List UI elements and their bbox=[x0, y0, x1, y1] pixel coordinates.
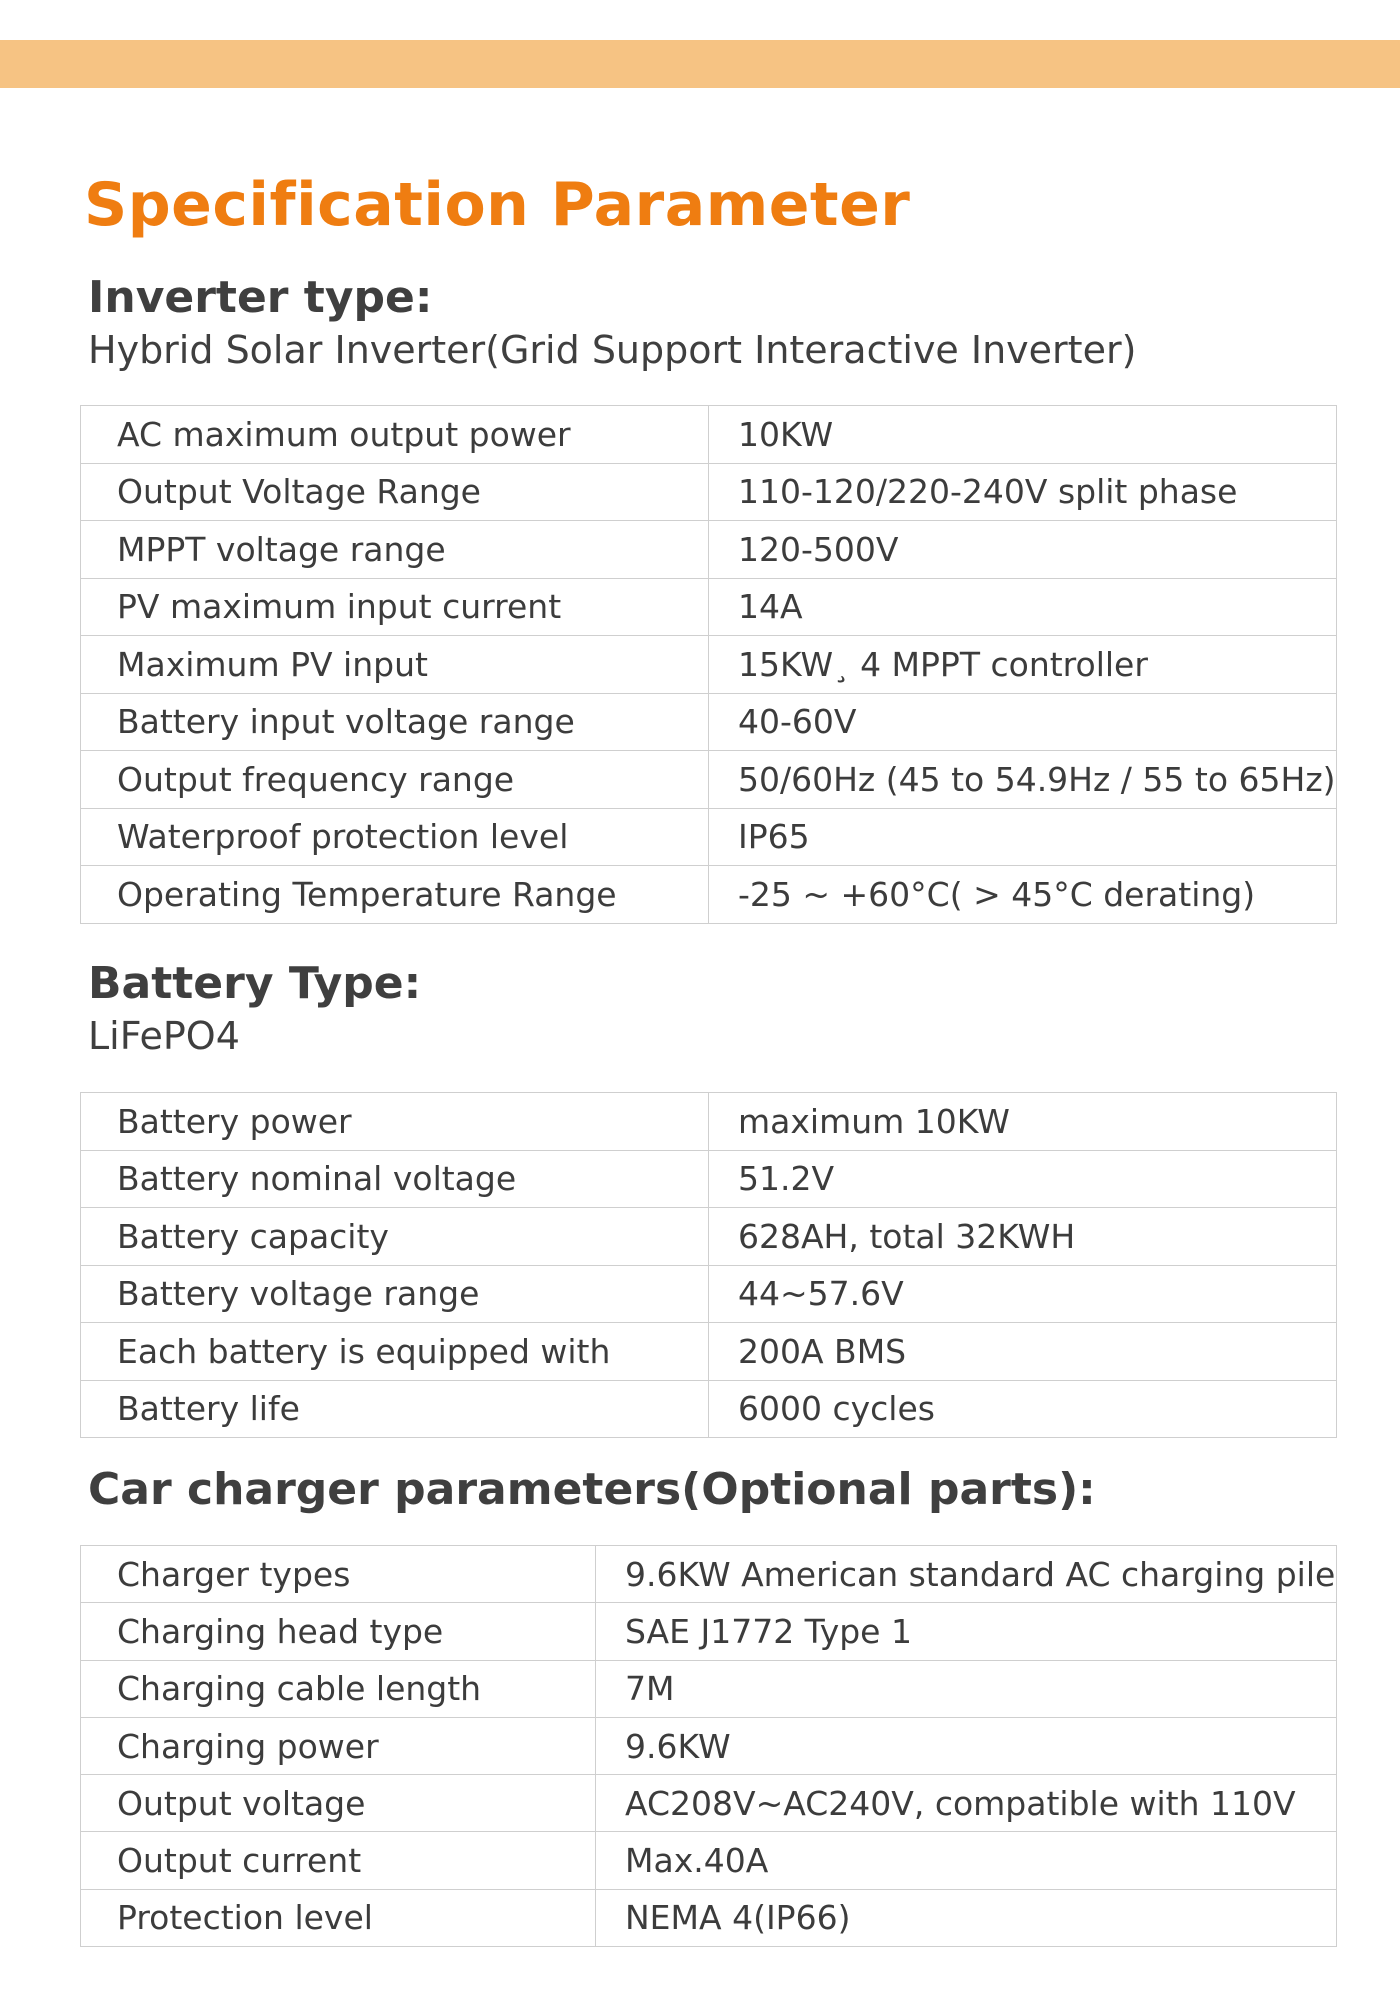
spec-label: Output Voltage Range bbox=[81, 463, 709, 521]
table-row bbox=[81, 866, 1337, 924]
spec-label: Output frequency range bbox=[81, 751, 709, 809]
spec-label: Protection level bbox=[81, 1889, 596, 1946]
spec-value: -25 ~ +60°C( > 45°C derating) bbox=[709, 866, 1337, 924]
table-row bbox=[81, 1660, 1337, 1717]
car-charger-heading: Car charger parameters(Optional parts): bbox=[88, 1464, 1096, 1515]
table-row bbox=[81, 1832, 1337, 1889]
spec-label: Operating Temperature Range bbox=[81, 866, 709, 924]
table-row bbox=[81, 1208, 1337, 1266]
spec-label: Output voltage bbox=[81, 1775, 596, 1832]
table-row bbox=[81, 1889, 1337, 1946]
spec-label: Battery input voltage range bbox=[81, 693, 709, 751]
car-charger-spec-table bbox=[80, 1545, 1337, 1947]
spec-label: Charging power bbox=[81, 1717, 596, 1774]
spec-value: 51.2V bbox=[709, 1150, 1337, 1208]
spec-value: 15KW¸ 4 MPPT controller bbox=[709, 636, 1337, 694]
table-row bbox=[81, 636, 1337, 694]
spec-value: AC208V~AC240V, compatible with 110V bbox=[596, 1775, 1337, 1832]
spec-label: PV maximum input current bbox=[81, 578, 709, 636]
table-row bbox=[81, 1150, 1337, 1208]
table-row bbox=[81, 1603, 1337, 1660]
spec-value: 9.6KW bbox=[596, 1717, 1337, 1774]
spec-value: 10KW bbox=[709, 406, 1337, 464]
table-row bbox=[81, 1093, 1337, 1151]
spec-label: AC maximum output power bbox=[81, 406, 709, 464]
spec-label: Battery power bbox=[81, 1093, 709, 1151]
spec-value: 200A BMS bbox=[709, 1323, 1337, 1381]
spec-label: Battery voltage range bbox=[81, 1265, 709, 1323]
spec-label: Battery life bbox=[81, 1380, 709, 1438]
spec-value: 44~57.6V bbox=[709, 1265, 1337, 1323]
spec-value: 6000 cycles bbox=[709, 1380, 1337, 1438]
inverter-subtitle: Hybrid Solar Inverter(Grid Support Interactive Inverter) bbox=[88, 328, 1137, 372]
spec-value: SAE J1772 Type 1 bbox=[596, 1603, 1337, 1660]
table-row bbox=[81, 406, 1337, 464]
table-row bbox=[81, 521, 1337, 579]
battery-subtitle: LiFePO4 bbox=[88, 1014, 240, 1058]
table-row bbox=[81, 1265, 1337, 1323]
spec-value: 120-500V bbox=[709, 521, 1337, 579]
top-accent-bar bbox=[0, 40, 1400, 88]
spec-value: 50/60Hz (45 to 54.9Hz / 55 to 65Hz) bbox=[709, 751, 1337, 809]
table-row bbox=[81, 1546, 1337, 1603]
table-row bbox=[81, 751, 1337, 809]
spec-value: 9.6KW American standard AC charging pile bbox=[596, 1546, 1337, 1603]
table-row bbox=[81, 1323, 1337, 1381]
spec-label: Maximum PV input bbox=[81, 636, 709, 694]
spec-value: 7M bbox=[596, 1660, 1337, 1717]
table-row bbox=[81, 693, 1337, 751]
spec-label: Charging cable length bbox=[81, 1660, 596, 1717]
spec-label: MPPT voltage range bbox=[81, 521, 709, 579]
spec-value: maximum 10KW bbox=[709, 1093, 1337, 1151]
table-row bbox=[81, 1380, 1337, 1438]
table-row bbox=[81, 1717, 1337, 1774]
spec-label: Waterproof protection level bbox=[81, 808, 709, 866]
spec-label: Charger types bbox=[81, 1546, 596, 1603]
page-title: Specification Parameter bbox=[84, 170, 911, 240]
table-row bbox=[81, 463, 1337, 521]
spec-value: 40-60V bbox=[709, 693, 1337, 751]
table-row bbox=[81, 578, 1337, 636]
table-row bbox=[81, 808, 1337, 866]
spec-label: Battery capacity bbox=[81, 1208, 709, 1266]
battery-heading: Battery Type: bbox=[88, 958, 422, 1009]
inverter-spec-table bbox=[80, 405, 1337, 924]
spec-value: 110-120/220-240V split phase bbox=[709, 463, 1337, 521]
spec-label: Charging head type bbox=[81, 1603, 596, 1660]
table-row bbox=[81, 1775, 1337, 1832]
spec-value: 14A bbox=[709, 578, 1337, 636]
spec-label: Battery nominal voltage bbox=[81, 1150, 709, 1208]
battery-spec-table bbox=[80, 1092, 1337, 1438]
spec-label: Output current bbox=[81, 1832, 596, 1889]
inverter-heading: Inverter type: bbox=[88, 272, 433, 323]
spec-value: Max.40A bbox=[596, 1832, 1337, 1889]
spec-value: 628AH, total 32KWH bbox=[709, 1208, 1337, 1266]
spec-value: IP65 bbox=[709, 808, 1337, 866]
spec-value: NEMA 4(IP66) bbox=[596, 1889, 1337, 1946]
spec-label: Each battery is equipped with bbox=[81, 1323, 709, 1381]
